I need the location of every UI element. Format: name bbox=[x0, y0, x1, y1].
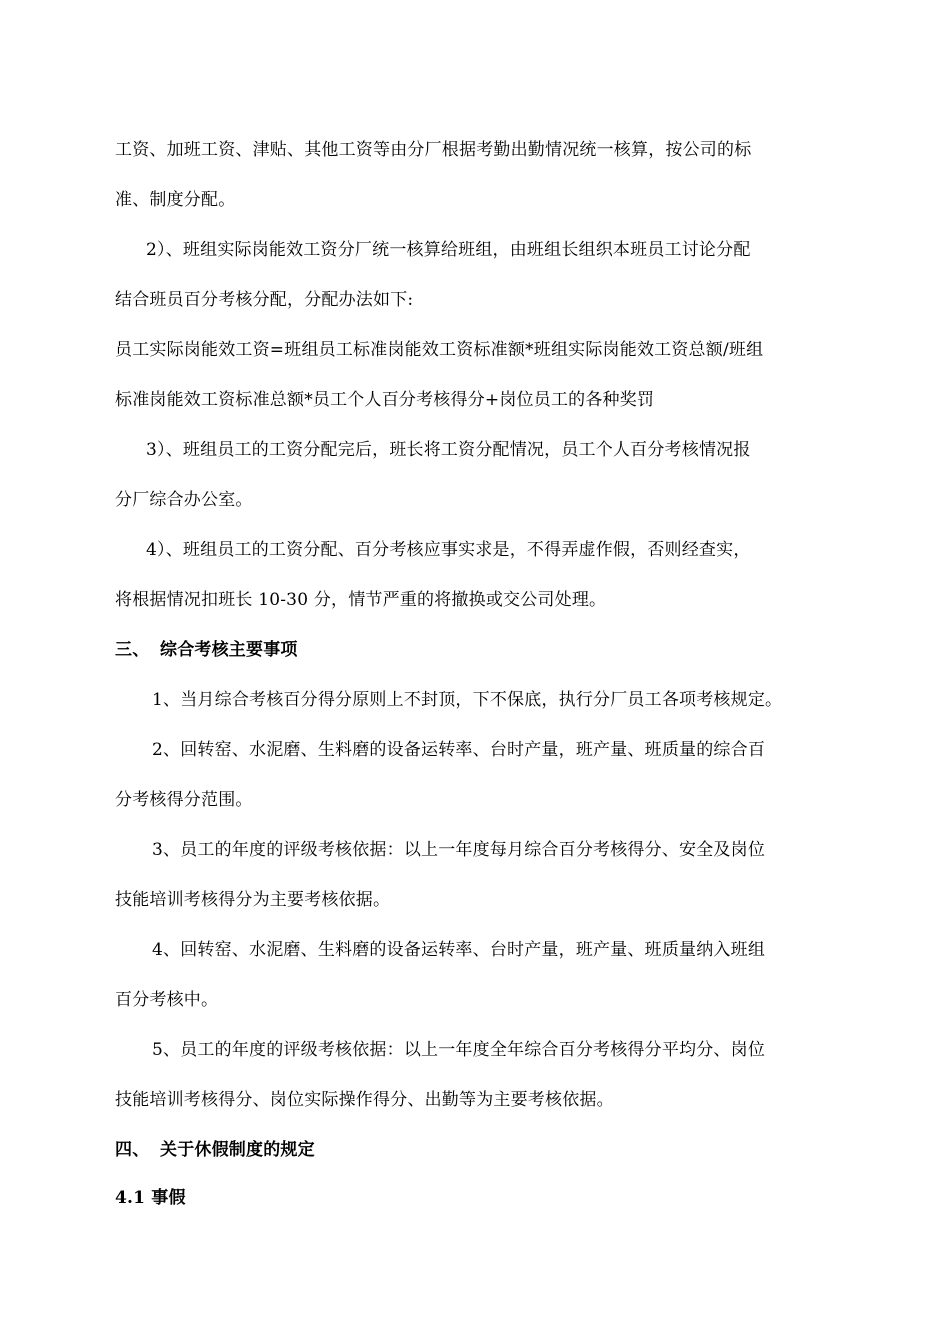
section-number: 四、 bbox=[115, 1140, 150, 1160]
list-item-continuation: 百分考核中。 bbox=[115, 990, 219, 1010]
section-number: 三、 bbox=[115, 640, 150, 660]
list-item-continuation: 技能培训考核得分、岗位实际操作得分、出勤等为主要考核依据。 bbox=[115, 1090, 614, 1110]
list-item: 3、员工的年度的评级考核依据：以上一年度每月综合百分考核得分、安全及岗位 bbox=[152, 840, 766, 860]
paragraph-line: 4）、班组员工的工资分配、百分考核应事实求是，不得弄虚作假，否则经查实， bbox=[146, 540, 751, 560]
list-item: 5、员工的年度的评级考核依据：以上一年度全年综合百分考核得分平均分、岗位 bbox=[152, 1040, 766, 1060]
paragraph-line: 2）、班组实际岗能效工资分厂统一核算给班组，由班组长组织本班员工讨论分配 bbox=[146, 240, 751, 260]
formula-line: 标准岗能效工资标准总额*员工个人百分考核得分+岗位员工的各种奖罚 bbox=[115, 390, 655, 410]
subsection-heading: 4.1 事假 bbox=[115, 1188, 186, 1208]
paragraph-line: 工资、加班工资、津贴、其他工资等由分厂根据考勤出勤情况统一核算，按公司的标 bbox=[115, 140, 752, 160]
list-item: 4、回转窑、水泥磨、生料磨的设备运转率、台时产量，班产量、班质量纳入班组 bbox=[152, 940, 766, 960]
list-item: 1、当月综合考核百分得分原则上不封顶，下不保底，执行分厂员工各项考核规定。 bbox=[152, 690, 783, 710]
section-heading-4 bbox=[115, 1139, 315, 1161]
paragraph-line: 准、制度分配。 bbox=[115, 190, 236, 210]
paragraph-line: 将根据情况扣班长 10-30 分，情节严重的将撤换或交公司处理。 bbox=[115, 590, 607, 610]
section-title: 关于休假制度的规定 bbox=[160, 1140, 315, 1160]
paragraph-line: 3）、班组员工的工资分配完后，班长将工资分配情况，员工个人百分考核情况报 bbox=[146, 440, 751, 460]
list-item: 2、回转窑、水泥磨、生料磨的设备运转率、台时产量，班产量、班质量的综合百 bbox=[152, 740, 766, 760]
paragraph-line: 结合班员百分考核分配，分配办法如下: bbox=[115, 290, 414, 310]
section-heading-3 bbox=[115, 639, 298, 661]
formula-line: 员工实际岗能效工资=班组员工标准岗能效工资标准额*班组实际岗能效工资总额/班组 bbox=[115, 340, 764, 360]
section-title: 综合考核主要事项 bbox=[160, 640, 298, 660]
paragraph-line: 分厂综合办公室。 bbox=[115, 490, 253, 510]
list-item-continuation: 技能培训考核得分为主要考核依据。 bbox=[115, 890, 391, 910]
list-item-continuation: 分考核得分范围。 bbox=[115, 790, 253, 810]
